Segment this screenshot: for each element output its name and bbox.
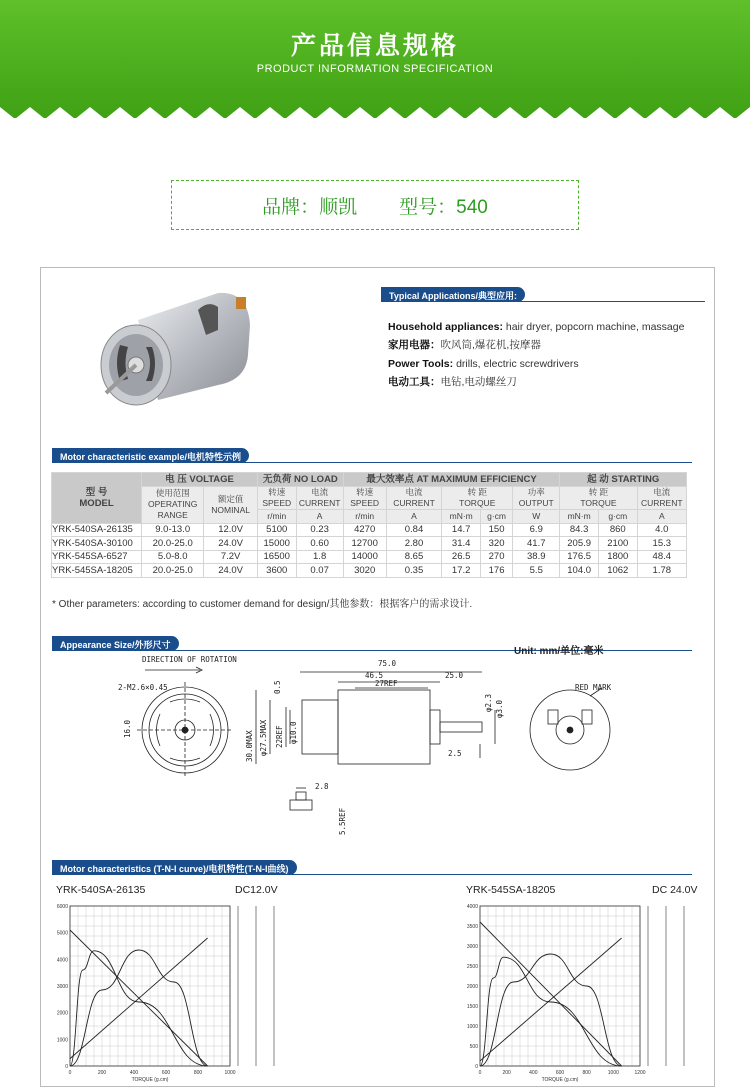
table-note: * Other parameters: according to customer demand for design/其他参数：根据客户的需求设计. [52,599,473,610]
d23-label: φ2.3 [484,693,493,712]
motor-photo [98,285,278,410]
starting-header: 起 动 STARTING [560,473,687,487]
unit-cell: mN·m [560,510,599,524]
x-tick-label: 0 [68,1070,72,1076]
unit-cell: W [513,510,560,524]
terminal-view [290,788,312,810]
y-tick-label: 4000 [466,904,478,910]
d05-label: 0.5 [273,680,282,694]
value-cell: 48.4 [637,550,686,564]
max-efficiency-header: 最大效率点 AT MAXIMUM EFFICIENCY [343,473,560,487]
torque-header: 转 距 TORQUE [560,487,637,510]
value-cell: 176 [480,564,512,578]
value-cell: 860 [598,523,637,537]
value-cell: 176.5 [560,550,599,564]
operating-range-header: 使用范围 OPERATING RANGE [142,487,204,524]
left-tni-chart [52,898,292,1083]
value-cell: 31.4 [442,537,481,551]
unit-cell: A [296,510,343,524]
x-tick-label: 200 [97,1070,107,1076]
section-underline [381,301,705,302]
current-header: 电流 CURRENT [386,487,442,510]
x-tick-label: 0 [478,1070,482,1076]
model-cell: YRK-540SA-30100 [52,537,142,551]
value-cell: 104.0 [560,564,599,578]
app-line-3: Power Tools: drills, electric screwdrivers [388,357,579,370]
left-curve-voltage: DC12.0V [235,884,278,896]
value-cell: 205.9 [560,537,599,551]
speed-header: 转速 SPEED [343,487,386,510]
y-tick-label: 1000 [56,1037,68,1044]
l75-label: 75.0 [378,659,397,668]
value-cell: 0.35 [386,564,442,578]
voltage-header: 电 压 VOLTAGE [142,473,258,487]
value-cell: 24.0V [204,564,258,578]
x-axis-label: TORQUE (g.cm) [541,1077,579,1083]
characteristics-table [51,472,687,578]
red-mark-label: RED MARK [575,683,612,692]
zigzag-edge [0,101,750,118]
d10-label: φ10.0 [289,721,298,744]
x-tick-label: 1000 [607,1070,619,1076]
d275-label: φ27.5MAX [259,719,268,756]
rear-view [530,688,610,770]
model-label: 型号：540 [399,196,488,218]
value-cell: 17.2 [442,564,481,578]
y-tick-label: 3000 [466,944,478,950]
current-header: 电流 CURRENT [296,487,343,510]
l27-label: 27REF [375,679,398,688]
series-I-line [480,938,622,1061]
app-line-4: 电动工具：电钻,电动螺丝刀 [388,375,517,388]
y-tick-label: 2000 [466,984,478,990]
table-row [52,564,687,578]
value-cell: 5100 [257,523,296,537]
brand-label: 品牌：顺凯 [262,196,358,218]
y-tick-label: 2000 [56,1010,68,1017]
unit-cell: r/min [343,510,386,524]
model-cell: YRK-540SA-26135 [52,523,142,537]
l25b-label: 2.5 [448,749,462,758]
value-cell: 5.5 [513,564,560,578]
unit-cell: A [637,510,686,524]
t55-label: 5.5REF [338,807,347,835]
value-cell: 1.78 [637,564,686,578]
section-underline [52,874,692,875]
value-cell: 1.8 [296,550,343,564]
page-header [0,0,750,118]
value-cell: 12.0V [204,523,258,537]
right-curve-voltage: DC 24.0V [652,884,698,896]
value-cell: 15.3 [637,537,686,551]
holes-label: 2-M2.6×0.45 [118,683,168,692]
value-cell: 3020 [343,564,386,578]
d30-label: 30.0MAX [245,730,254,762]
y-tick-label: 5000 [56,930,68,937]
value-cell: 0.23 [296,523,343,537]
no-load-header: 无负荷 NO LOAD [257,473,343,487]
value-cell: 84.3 [560,523,599,537]
left-curve-model: YRK-540SA-26135 [56,884,146,896]
value-cell: 16500 [257,550,296,564]
value-cell: 6.9 [513,523,560,537]
x-tick-label: 1000 [224,1070,236,1076]
unit-cell: g·cm [598,510,637,524]
series-N-line [480,922,622,1066]
l46-label: 46.5 [365,671,384,680]
rotation-label: DIRECTION OF ROTATION [142,655,237,664]
value-cell: 15000 [257,537,296,551]
y-tick-label: 4000 [56,957,68,964]
series-P-line [70,950,208,1066]
x-tick-label: 600 [555,1070,565,1076]
value-cell: 8.65 [386,550,442,564]
value-cell: 26.5 [442,550,481,564]
app-line-1: Household appliances: hair dryer, popcorn machine, massage [388,321,685,333]
current-header: 电流 CURRENT [637,487,686,510]
value-cell: 41.7 [513,537,560,551]
header-subtitle: PRODUCT INFORMATION SPECIFICATION [256,63,494,75]
unit-cell: mN·m [442,510,481,524]
characteristics-section-title: Motor characteristic example/电机特性示例 [52,448,249,463]
table-header-row [52,473,687,487]
value-cell: 38.9 [513,550,560,564]
model-cell: YRK-545SA-18205 [52,564,142,578]
unit-cell: r/min [257,510,296,524]
t28-label: 2.8 [315,782,329,791]
appearance-section-title: Appearance Size/外形尺寸 [52,636,179,651]
d16-label: 16.0 [123,719,132,738]
applications-section-title: Typical Applications/典型应用: [381,287,525,302]
value-cell: 14000 [343,550,386,564]
applications-list [388,318,684,391]
value-cell: 0.84 [386,523,442,537]
unit-cell: g·cm [480,510,512,524]
value-cell: 20.0-25.0 [142,564,204,578]
torque-header: 转 距 TORQUE [442,487,513,510]
l25-label: 25.0 [445,671,464,680]
brand-box [171,180,579,230]
y-tick-label: 1000 [466,1024,478,1030]
model-header: 型 号 MODEL [52,473,142,524]
right-curve-model: YRK-545SA-18205 [466,884,556,896]
y-tick-label: 500 [469,1044,478,1050]
header-title: 产品信息规格 [290,32,459,60]
nominal-header: 额定值 NOMINAL [204,487,258,524]
value-cell: 320 [480,537,512,551]
x-tick-label: 600 [161,1070,171,1076]
series-P-line [480,954,622,1066]
x-tick-label: 400 [529,1070,538,1076]
value-cell: 0.60 [296,537,343,551]
value-cell: 9.0-13.0 [142,523,204,537]
value-cell: 3600 [257,564,296,578]
value-cell: 270 [480,550,512,564]
y-tick-label: 2500 [466,964,478,970]
value-cell: 1062 [598,564,637,578]
table-row [52,550,687,564]
speed-header: 转速 SPEED [257,487,296,510]
output-header: 功率 OUTPUT [513,487,560,510]
table-subheader-row [52,487,687,510]
y-tick-label: 1500 [466,1004,478,1010]
value-cell: 4270 [343,523,386,537]
x-tick-label: 200 [502,1070,511,1076]
y-tick-label: 0 [65,1064,68,1070]
value-cell: 14.7 [442,523,481,537]
value-cell: 2.80 [386,537,442,551]
value-cell: 7.2V [204,550,258,564]
x-tick-label: 400 [129,1070,139,1076]
x-tick-label: 800 [193,1070,203,1076]
d22-label: 22REF [275,725,284,748]
value-cell: 4.0 [637,523,686,537]
x-tick-label: 800 [582,1070,591,1076]
y-tick-label: 3500 [466,924,478,930]
d3-label: φ3.0 [495,699,504,718]
y-tick-label: 6000 [56,904,68,910]
x-tick-label: 1200 [634,1070,646,1076]
value-cell: 12700 [343,537,386,551]
curves-section-title: Motor characteristics (T-N-I curve)/电机特性(T-N-I曲线) [52,860,297,875]
value-cell: 150 [480,523,512,537]
app-line-2: 家用电器：吹风筒,爆花机,按摩器 [388,339,541,352]
model-cell: YRK-545SA-6527 [52,550,142,564]
unit-cell: A [386,510,442,524]
table-row [52,537,687,551]
value-cell: 5.0-8.0 [142,550,204,564]
right-tni-chart [462,898,702,1083]
section-underline [52,462,692,463]
x-axis-label: TORQUE (g.cm) [131,1077,169,1083]
value-cell: 0.07 [296,564,343,578]
y-tick-label: 3000 [56,984,68,990]
value-cell: 20.0-25.0 [142,537,204,551]
y-tick-label: 0 [475,1064,478,1070]
value-cell: 1800 [598,550,637,564]
dimension-drawing [110,652,710,837]
table-row [52,523,687,537]
unit-label: Unit: mm/单位:毫米 [514,646,604,657]
value-cell: 24.0V [204,537,258,551]
value-cell: 2100 [598,537,637,551]
